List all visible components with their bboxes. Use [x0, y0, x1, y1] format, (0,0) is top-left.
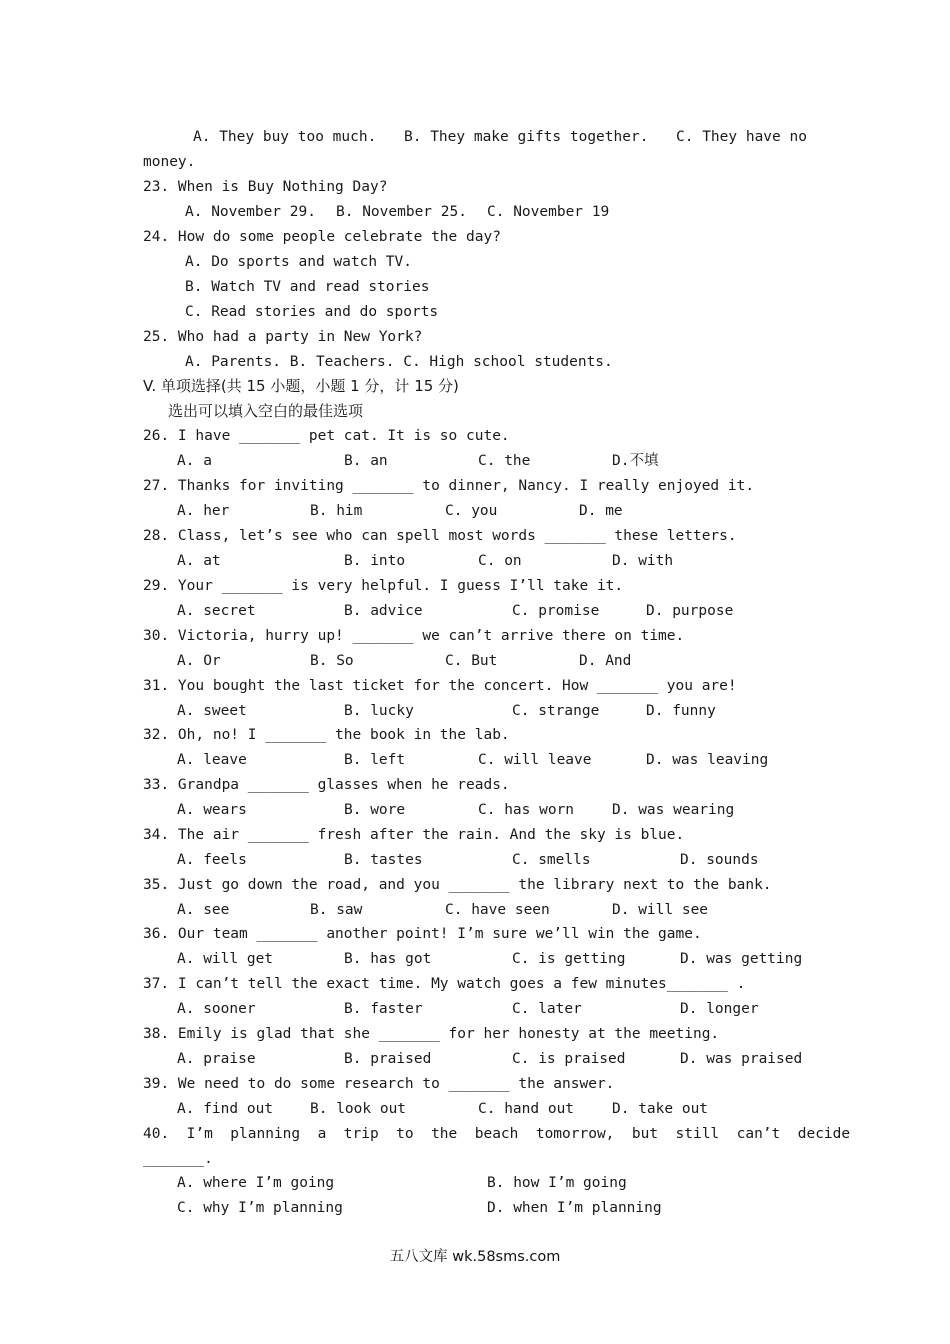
- q40-option-a: A. where I’m going: [177, 1175, 335, 1191]
- q28-option-c: C. on: [478, 553, 522, 569]
- q31-option-a: A. sweet: [177, 703, 247, 719]
- q36-option-d: D. was getting: [680, 951, 803, 967]
- q23-option-a: A. November 29.: [185, 204, 316, 220]
- q25-options: A. Parents. B. Teachers. C. High school students.: [185, 354, 613, 370]
- q30-option-c: C. But: [445, 653, 498, 669]
- q40-option-d: D. when I’m planning: [487, 1200, 662, 1216]
- q40-stem-continued: _______.: [143, 1151, 213, 1167]
- q28-option-d: D. with: [612, 553, 674, 569]
- q28-option-b: B. into: [344, 553, 406, 569]
- q36-stem: 36. Our team _______ another point! I’m sure we’ll win the game.: [143, 926, 702, 942]
- q22-option-b: B. They make gifts together.: [404, 129, 649, 145]
- q30-stem: 30. Victoria, hurry up! _______ we can’t arrive there on time.: [143, 628, 685, 644]
- q28-option-a: A. at: [177, 553, 221, 569]
- q38-stem: 38. Emily is glad that she _______ for her honesty at the meeting.: [143, 1026, 720, 1042]
- q34-stem: 34. The air _______ fresh after the rain. And the sky is blue.: [143, 827, 685, 843]
- q38-option-c: C. is praised: [512, 1051, 626, 1067]
- q31-option-d: D. funny: [646, 703, 716, 719]
- q26-option-a: A. a: [177, 453, 212, 469]
- q36-option-b: B. has got: [344, 951, 432, 967]
- q39-option-c: C. hand out: [478, 1101, 575, 1117]
- q36-option-c: C. is getting: [512, 951, 626, 967]
- q40-option-c: C. why I’m planning: [177, 1200, 343, 1216]
- q24-option-c: C. Read stories and do sports: [185, 304, 439, 320]
- q30-option-b: B. So: [310, 653, 354, 669]
- q26-option-c: C. the: [478, 453, 531, 469]
- q26-option-b: B. an: [344, 453, 388, 469]
- q37-option-c: C. later: [512, 1001, 582, 1017]
- q35-option-a: A. see: [177, 902, 230, 918]
- q35-stem: 35. Just go down the road, and you _______ the library next to the bank.: [143, 877, 772, 893]
- q27-option-a: A. her: [177, 503, 230, 519]
- q22-option-c-continued: money.: [143, 154, 196, 170]
- q32-option-a: A. leave: [177, 752, 247, 768]
- q40-option-b: B. how I’m going: [487, 1175, 627, 1191]
- q39-stem: 39. We need to do some research to _______ the answer.: [143, 1076, 615, 1092]
- q34-option-a: A. feels: [177, 852, 247, 868]
- q31-option-b: B. lucky: [344, 703, 414, 719]
- q38-option-b: B. praised: [344, 1051, 432, 1067]
- section-heading: V. 单项选择(共 15 小题，小题 1 分，计 15 分): [143, 377, 459, 395]
- q24-option-a: A. Do sports and watch TV.: [185, 254, 412, 270]
- q34-option-b: B. tastes: [344, 852, 423, 868]
- q26-stem: 26. I have _______ pet cat. It is so cute.: [143, 428, 510, 444]
- q36-option-a: A. will get: [177, 951, 274, 967]
- q29-option-a: A. secret: [177, 603, 256, 619]
- q30-option-d: D. And: [579, 653, 632, 669]
- q27-stem: 27. Thanks for inviting _______ to dinner, Nancy. I really enjoyed it.: [143, 478, 755, 494]
- q33-option-d: D. was wearing: [612, 802, 735, 818]
- q29-option-c: C. promise: [512, 603, 600, 619]
- q27-option-c: C. you: [445, 503, 498, 519]
- q38-option-d: D. was praised: [680, 1051, 803, 1067]
- q28-stem: 28. Class, let’s see who can spell most words _______ these letters.: [143, 528, 737, 544]
- q33-stem: 33. Grandpa _______ glasses when he reads.: [143, 777, 510, 793]
- q32-option-b: B. left: [344, 752, 406, 768]
- q31-stem: 31. You bought the last ticket for the concert. How _______ you are!: [143, 678, 737, 694]
- q32-option-d: D. was leaving: [646, 752, 769, 768]
- section-instruction: 选出可以填入空白的最佳选项: [168, 402, 364, 420]
- q30-option-a: A. Or: [177, 653, 221, 669]
- q24-option-b: B. Watch TV and read stories: [185, 279, 430, 295]
- q37-option-d: D. longer: [680, 1001, 759, 1017]
- q33-option-b: B. wore: [344, 802, 406, 818]
- q29-option-d: D. purpose: [646, 603, 734, 619]
- q29-stem: 29. Your _______ is very helpful. I guess I’ll take it.: [143, 578, 624, 594]
- q35-option-d: D. will see: [612, 902, 709, 918]
- q37-option-b: B. faster: [344, 1001, 423, 1017]
- q35-option-c: C. have seen: [445, 902, 550, 918]
- q27-option-d: D. me: [579, 503, 623, 519]
- q29-option-b: B. advice: [344, 603, 423, 619]
- q35-option-b: B. saw: [310, 902, 363, 918]
- q33-option-a: A. wears: [177, 802, 247, 818]
- q34-option-d: D. sounds: [680, 852, 759, 868]
- q26-option-d: D.不填: [612, 453, 659, 469]
- q39-option-b: B. look out: [310, 1101, 407, 1117]
- q34-option-c: C. smells: [512, 852, 591, 868]
- q23-option-c: C. November 19: [487, 204, 610, 220]
- q23-stem: 23. When is Buy Nothing Day?: [143, 179, 388, 195]
- q39-option-a: A. find out: [177, 1101, 274, 1117]
- q40-stem: 40. I’m planning a trip to the beach tomorrow, but still can’t decide: [143, 1126, 851, 1142]
- q37-option-a: A. sooner: [177, 1001, 256, 1017]
- q22-option-c: C. They have no: [676, 129, 807, 145]
- q37-stem: 37. I can’t tell the exact time. My watch goes a few minutes_______ .: [143, 976, 746, 992]
- q38-option-a: A. praise: [177, 1051, 256, 1067]
- q23-option-b: B. November 25.: [336, 204, 467, 220]
- q31-option-c: C. strange: [512, 703, 600, 719]
- q33-option-c: C. has worn: [478, 802, 575, 818]
- q24-stem: 24. How do some people celebrate the day?: [143, 229, 501, 245]
- footer-watermark: 五八文库 wk.58sms.com: [389, 1249, 561, 1265]
- q32-option-c: C. will leave: [478, 752, 592, 768]
- q22-option-a: A. They buy too much.: [193, 129, 377, 145]
- q27-option-b: B. him: [310, 503, 363, 519]
- q32-stem: 32. Oh, no! I _______ the book in the lab.: [143, 727, 510, 743]
- q25-stem: 25. Who had a party in New York?: [143, 329, 423, 345]
- q39-option-d: D. take out: [612, 1101, 709, 1117]
